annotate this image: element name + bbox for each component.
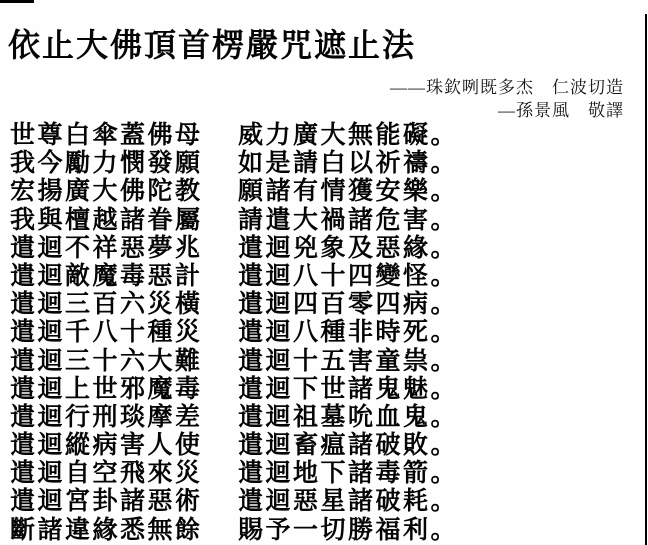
verse-left-text: 遣迴不祥惡夢兆 [10, 234, 203, 262]
verse-row [10, 150, 628, 178]
verse-right-text: 遣迴地下諸毒箭。 [238, 460, 459, 488]
verse-right-text: 遣迴畜瘟諸破敗。 [238, 432, 459, 460]
verse-left-text: 遣迴行刑琰摩差 [10, 403, 203, 431]
verse-left-text: 斷諸違緣悉無餘 [10, 516, 203, 544]
verse-row [10, 235, 628, 263]
verse-row [10, 460, 628, 488]
verse-right-text: 遣迴下世諸鬼魅。 [238, 375, 459, 403]
verse-right-text: 遣迴祖墓吮血鬼。 [238, 403, 459, 431]
verse-left-text: 遣迴自空飛來災 [10, 460, 203, 488]
verse-left-text: 遣迴千八十種災 [10, 319, 203, 347]
verse-right-text: 威力廣大無能礙。 [238, 122, 459, 149]
verse-row [10, 432, 628, 460]
verse-left-text: 遣迴上世邪魔毒 [10, 375, 203, 403]
attribution-translator: —孫景風 敬譯 [498, 101, 624, 120]
verse-left-text: 遣迴敵魔毒惡計 [10, 262, 203, 290]
verse-right-text: 遣迴八十四變怪。 [238, 262, 459, 290]
verse-right-text: 如是請白以祈禱。 [238, 150, 459, 178]
scan-edge-line [645, 14, 647, 545]
scan-artifact-top-left [0, 0, 34, 3]
verse-left-text: 遣迴三十六大難 [10, 347, 203, 375]
verse-right-text: 遣迴惡星諸破耗。 [238, 488, 459, 516]
verse-row [10, 122, 628, 150]
verse-row [10, 517, 628, 545]
verse-right-text: 遣迴八種非時死。 [238, 319, 459, 347]
verse-row [10, 488, 628, 516]
verse-list [10, 122, 628, 545]
verse-row [10, 291, 628, 319]
verse-left-text: 宏揚廣大佛陀教 [10, 178, 203, 206]
verse-left-text: 我今勵力憫發願 [10, 150, 203, 178]
verse-row [10, 263, 628, 291]
verse-right-text: 賜予一切勝福利。 [238, 516, 459, 544]
verse-row [10, 348, 628, 376]
attribution-author: ——珠欽咧既多杰 仁波切造 [390, 78, 624, 97]
verse-row [10, 178, 628, 206]
verse-left-text: 遣迴宮卦諸惡術 [10, 488, 203, 516]
verse-right-text: 願諸有情獲安樂。 [238, 178, 459, 206]
verse-left-text: 世尊白傘蓋佛母 [10, 122, 203, 149]
page-title: 依止大佛頂首楞嚴咒遮止法 [8, 27, 417, 63]
verse-row [10, 319, 628, 347]
verse-row [10, 207, 628, 235]
verse-right-text: 遣迴四百零四病。 [238, 291, 459, 319]
verse-left-text: 我與檀越諸眷屬 [10, 206, 203, 234]
verse-left-text: 遣迴縱病害人使 [10, 432, 203, 460]
verse-right-text: 遣迴十五害童祟。 [238, 347, 459, 375]
verse-row [10, 404, 628, 432]
verse-right-text: 請遣大禍諸危害。 [238, 206, 459, 234]
verse-left-text: 遣迴三百六災橫 [10, 291, 203, 319]
verse-right-text: 遣迴兇象及惡緣。 [238, 234, 459, 262]
verse-row [10, 376, 628, 404]
